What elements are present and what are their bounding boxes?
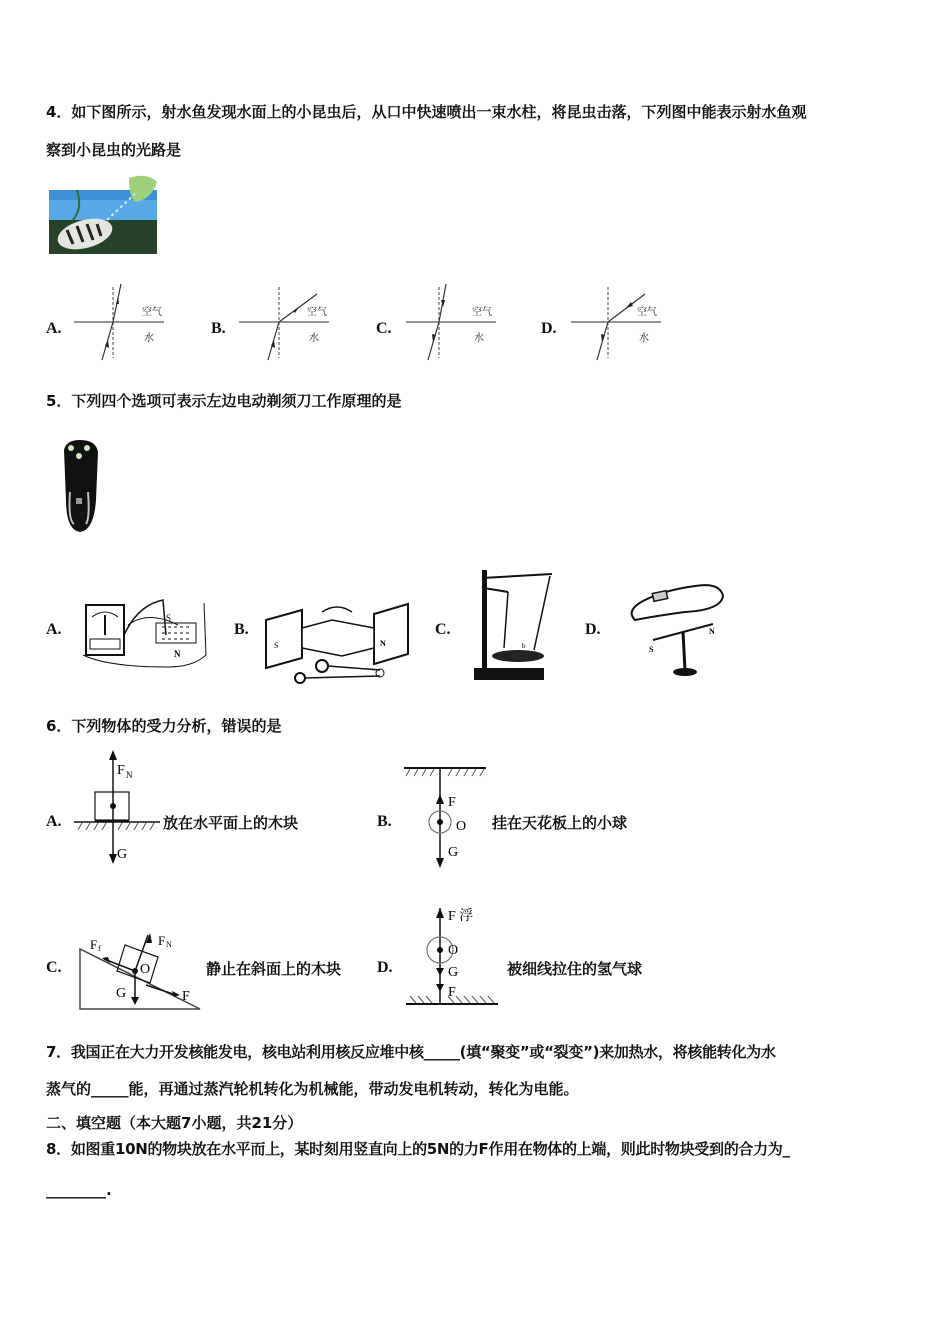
q6-option-b-label[interactable]: B. <box>377 813 392 830</box>
q4-option-c-label[interactable]: C. <box>376 320 392 337</box>
svg-text:F: F <box>117 763 125 778</box>
q4-option-d-label[interactable]: D. <box>541 320 557 337</box>
svg-text:F 浮: F 浮 <box>448 909 474 924</box>
svg-text:S: S <box>274 641 279 650</box>
q6-option-c-label[interactable]: C. <box>46 959 62 976</box>
water-label: 水 <box>309 333 319 344</box>
q6-option-b-diagram <box>402 764 492 869</box>
water-label: 水 <box>474 333 484 344</box>
q4-option-a-diagram <box>72 282 167 362</box>
q6-option-c-caption: 静止在斜面上的木块 <box>206 960 342 978</box>
svg-text:N: N <box>166 940 172 949</box>
water-label: 水 <box>639 333 649 344</box>
svg-text:S: S <box>649 645 654 654</box>
q5-option-d-label[interactable]: D. <box>585 621 601 638</box>
svg-text:O: O <box>140 962 151 977</box>
svg-text:G: G <box>448 965 459 980</box>
air-label: 空气 <box>142 307 162 318</box>
q6-option-b-caption: 挂在天花板上的小球 <box>492 814 628 832</box>
q5-option-a-figure <box>78 595 213 680</box>
q5-option-c-figure <box>470 566 560 686</box>
svg-text:F: F <box>448 985 456 1000</box>
svg-text:N: N <box>709 627 715 636</box>
q5-option-d-figure <box>625 580 735 680</box>
svg-text:G: G <box>448 845 459 860</box>
q5-option-b-label[interactable]: B. <box>234 621 249 638</box>
svg-text:O: O <box>448 943 459 958</box>
q6-option-a-label[interactable]: A. <box>46 813 62 830</box>
q5-text: 5．下列四个选项可表示左边电动剃须刀工作原理的是 <box>46 392 402 410</box>
electric-shaver-photo <box>58 440 102 534</box>
svg-text:f: f <box>98 944 101 953</box>
q6-option-a-caption: 放在水平面上的木块 <box>163 814 299 832</box>
air-label: 空气 <box>307 307 327 318</box>
q4-option-b-label[interactable]: B. <box>211 320 226 337</box>
svg-text:G: G <box>116 986 127 1001</box>
svg-text:G: G <box>117 847 128 862</box>
svg-text:F: F <box>448 795 456 810</box>
q6-option-d-caption: 被细线拉住的氢气球 <box>507 960 643 978</box>
q6-option-c-diagram <box>76 925 206 1011</box>
q5-option-a-label[interactable]: A. <box>46 621 62 638</box>
q8-line1: 8．如图重10N的物块放在水平而上，某时刻用竖直向上的5N的力F作用在物体的上端，则此时物块受到的合力为_ <box>46 1140 790 1158</box>
q4-option-a-label[interactable]: A. <box>46 320 62 337</box>
q6-option-a-diagram <box>72 748 162 868</box>
q5-option-b-figure <box>262 600 412 690</box>
svg-text:S: S <box>166 613 172 623</box>
q4-option-b-diagram <box>237 282 332 362</box>
section-heading-fill-in: 二、填空题（本大题7小题，共21分） <box>46 1114 303 1132</box>
q4-line2: 察到小昆虫的光路是 <box>46 141 182 159</box>
svg-text:O: O <box>456 819 467 834</box>
q5-option-c-label[interactable]: C. <box>435 621 451 638</box>
water-label: 水 <box>144 333 154 344</box>
q4-line1: 4．如下图所示，射水鱼发现水面上的小昆虫后，从口中快速喷出一束水柱，将昆虫击落，下列图中能表示射水鱼观 <box>46 103 807 121</box>
q6-option-d-diagram <box>402 904 507 1012</box>
svg-text:F: F <box>90 937 98 952</box>
q7-line1: 7．我国正在大力开发核能发电，核电站利用核反应堆中核_____(填“聚变”或“裂变”)来加热水，将核能转化为水 <box>46 1043 776 1061</box>
q4-option-c-diagram <box>402 282 497 362</box>
svg-text:N: N <box>174 649 181 659</box>
svg-text:N: N <box>380 639 386 648</box>
svg-text:b: b <box>522 642 526 650</box>
svg-text:N: N <box>126 770 133 780</box>
q6-text: 6．下列物体的受力分析，错误的是 <box>46 717 282 735</box>
q4-option-d-diagram <box>567 282 662 362</box>
q8-line2: ________. <box>46 1181 112 1199</box>
q7-line2: 蒸气的_____能，再通过蒸汽轮机转化为机械能，带动发电机转动，转化为电能。 <box>46 1080 579 1098</box>
q6-option-d-label[interactable]: D. <box>377 959 393 976</box>
svg-text:F: F <box>158 933 166 948</box>
svg-text:F: F <box>182 989 190 1004</box>
air-label: 空气 <box>637 307 657 318</box>
archerfish-photo <box>47 172 160 258</box>
air-label: 空气 <box>472 307 492 318</box>
